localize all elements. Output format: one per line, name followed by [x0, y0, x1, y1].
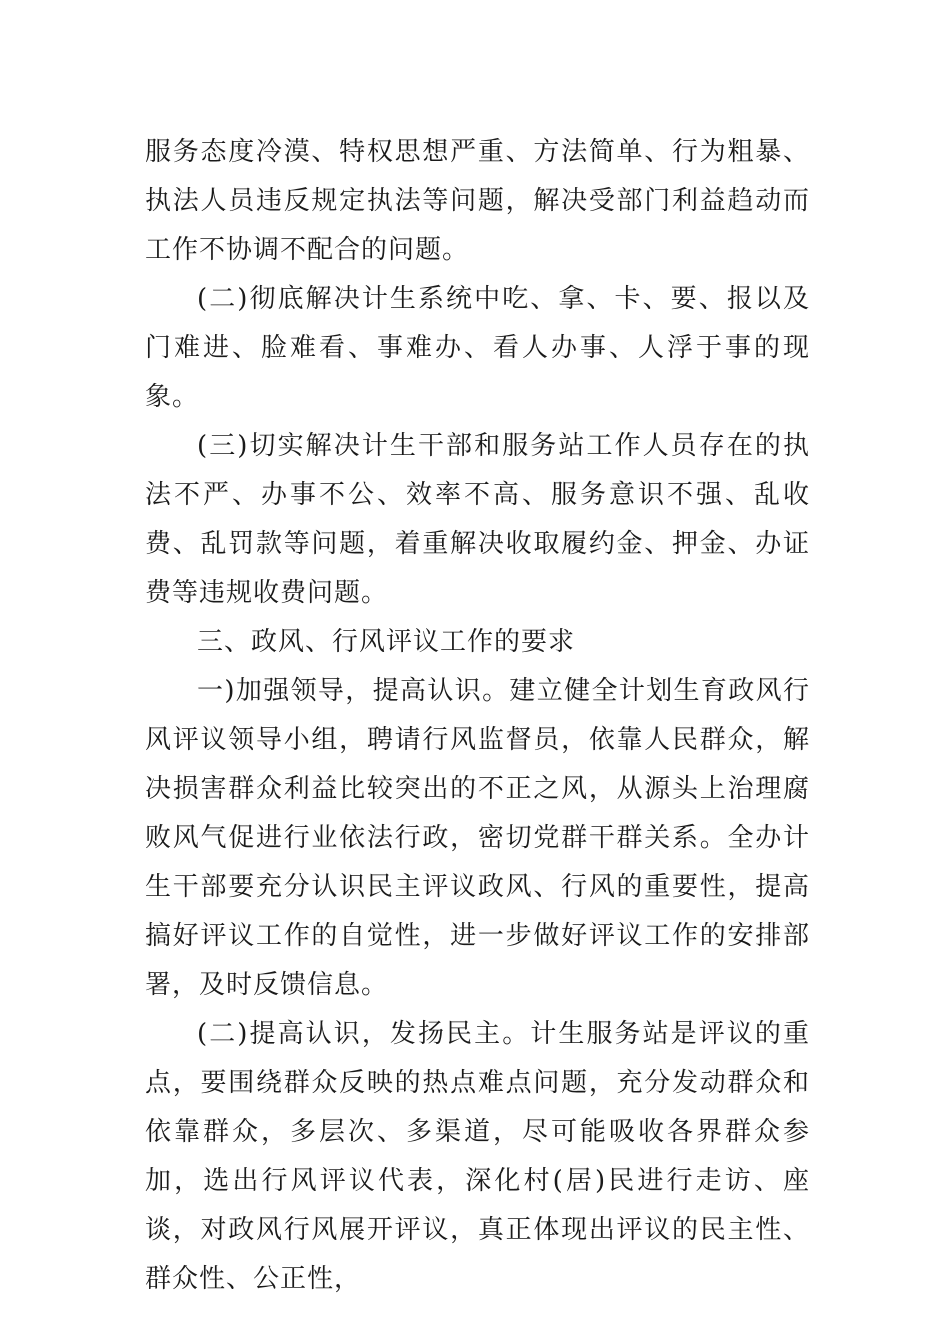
paragraph-3: (三)切实解决计生干部和服务站工作人员存在的执法不严、办事不公、效率不高、服务意识不强、乱收费、乱罚款等问题，着重解决收取履约金、押金、办证费等违规收费问题。	[145, 431, 810, 608]
section-heading: 三、政风、行风评议工作的要求	[197, 627, 576, 657]
paragraph-1: 服务态度冷漠、特权思想严重、方法简单、行为粗暴、执法人员违反规定执法等问题，解决受部门利益趋动而工作不协调不配合的问题。	[145, 137, 810, 265]
document-body	[145, 128, 810, 1304]
paragraph-5: 一)加强领导，提高认识。建立健全计划生育政风行风评议领导小组，聘请行风监督员，依靠人民群众，解决损害群众利益比较突出的不正之风，从源头上治理腐败风气促进行业依法行政，密切党群干群关系。全办计生干部要充分认识民主评议政风、行风的重要性，提高搞好评议工作的自觉性，进一步做好评议工作的安排部署，及时反馈信息。	[145, 676, 810, 1000]
paragraph-2: (二)彻底解决计生系统中吃、拿、卡、要、报以及门难进、脸难看、事难办、看人办事、人浮于事的现象。	[145, 284, 810, 412]
paragraph-6: (二)提高认识，发扬民主。计生服务站是评议的重点，要围绕群众反映的热点难点问题，充分发动群众和依靠群众，多层次、多渠道，尽可能吸收各界群众参加，选出行风评议代表，深化村(居)民进行走访、座谈，对政风行风展开评议，真正体现出评议的民主性、群众性、公正性，	[145, 1019, 810, 1294]
